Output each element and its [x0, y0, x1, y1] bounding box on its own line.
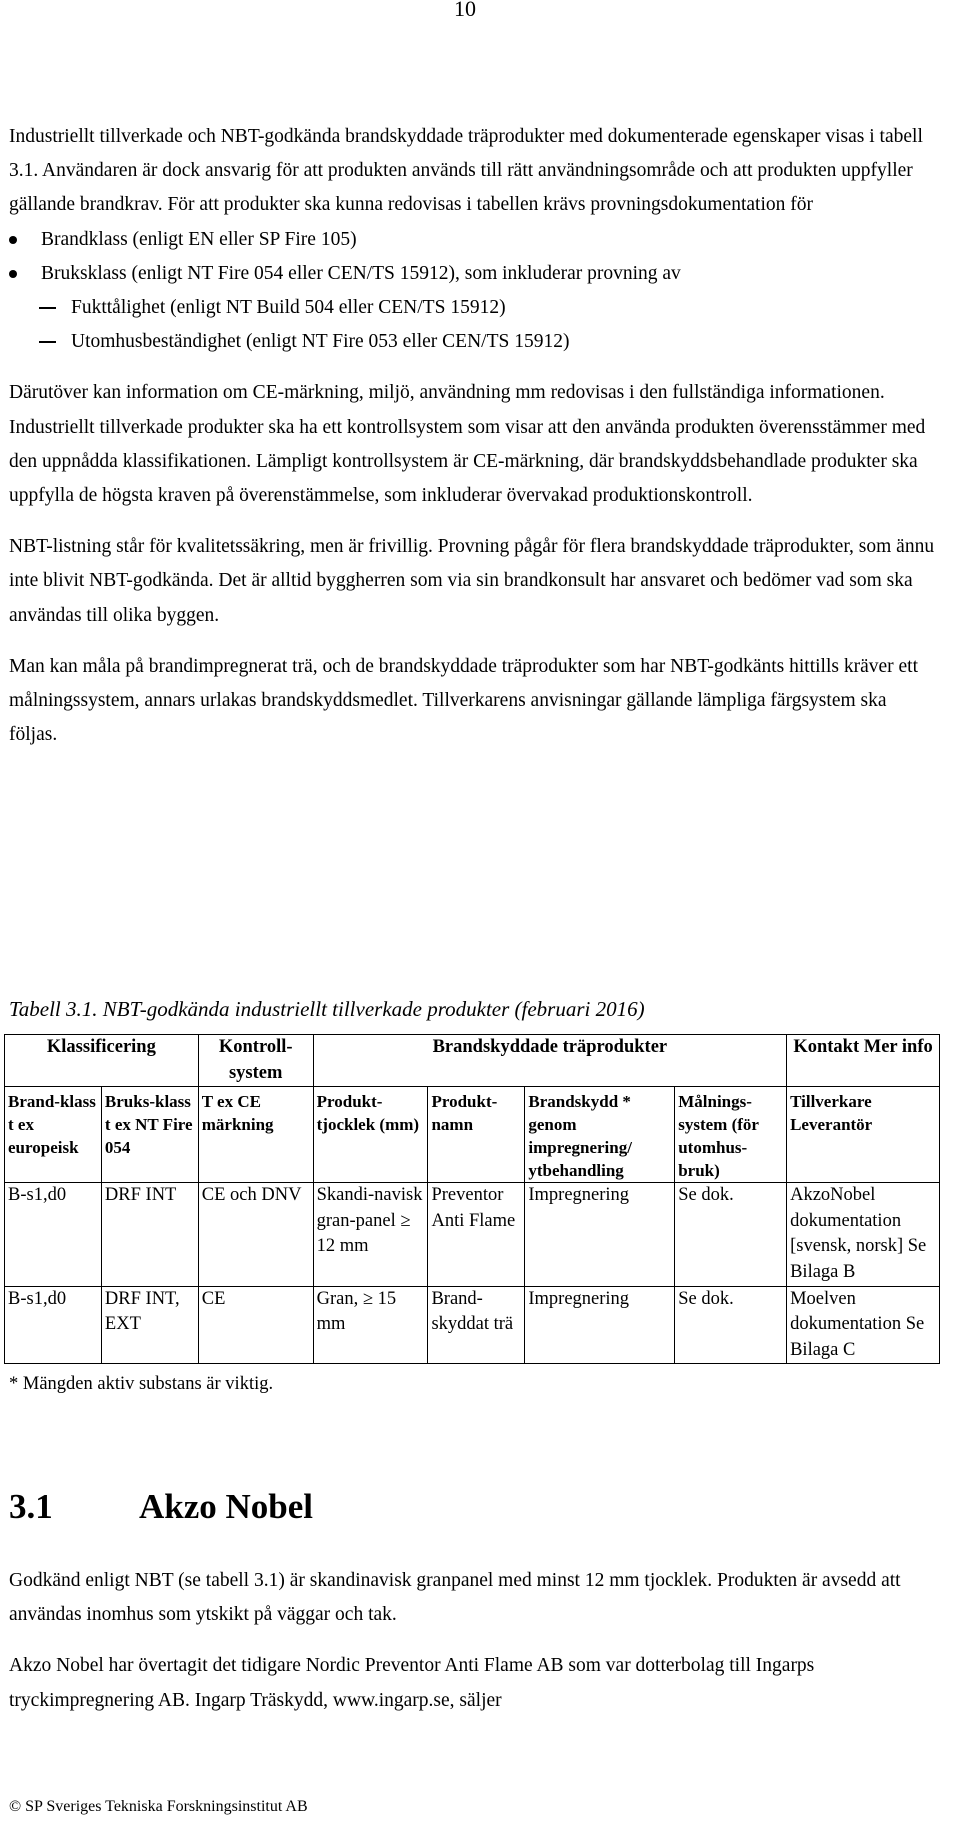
table-cell: Skandi-navisk gran-panel ≥ 12 mm — [313, 1183, 428, 1286]
sub-requirement-list — [9, 291, 939, 359]
table-cell: B-s1,d0 — [5, 1183, 102, 1286]
intro-paragraph: Industriellt tillverkade och NBT-godkända brandskyddade träprodukter med dokumenterade egenskaper visas i tabell 3.1. Användaren är dock ansvarig för att produkten används till rätt användningsområde och att produkten uppfyller gällande brandkrav. För att produkter ska kunna redovisas i tabellen krävs provningsdokumentation för — [9, 126, 923, 216]
header-klassificering: Klassificering — [5, 1035, 199, 1087]
table-cell: Brand-skyddat trä — [428, 1286, 525, 1364]
column-header: Brand-klass t ex europeisk — [5, 1087, 102, 1183]
requirement-list — [9, 223, 939, 291]
table-cell: Se dok. — [675, 1286, 787, 1364]
table-cell: CE och DNV — [198, 1183, 313, 1286]
table-cell: Preventor Anti Flame — [428, 1183, 525, 1286]
section-paragraph: Godkänd enligt NBT (se tabell 3.1) är skandinavisk granpanel med minst 12 mm tjocklek. Produkten är avsedd att användas inomhus som ytskikt på väggar och tak. — [9, 1570, 901, 1626]
column-header: Tillverkare Leverantör — [787, 1087, 940, 1183]
header-brandskyddade: Brandskyddade träprodukter — [313, 1035, 786, 1087]
paragraph-painting: Man kan måla på brandimpregnerat trä, och de brandskyddade träprodukter som har NBT-godkänts hittills kräver ett målningssystem, annars urlakas brandskyddsmedlet. Tillverkarens anvisningar gällande lämpliga färgsystem ska följas. — [9, 655, 919, 746]
table-cell: DRF INT, EXT — [101, 1286, 198, 1364]
section-number: 3.1 — [9, 1487, 53, 1526]
list-item: Fukttålighet (enligt NT Build 504 eller CEN/TS 15912) — [9, 291, 939, 325]
section-heading — [9, 1487, 313, 1527]
table-group-header — [5, 1035, 940, 1087]
column-header: Brandskydd * genom impregnering/ ytbehandling — [525, 1087, 675, 1183]
header-kontakt: Kontakt Mer info — [787, 1035, 940, 1087]
table-cell: Moelven dokumentation Se Bilaga C — [787, 1286, 940, 1364]
dash-icon — [39, 341, 56, 343]
column-header: Produkt-namn — [428, 1087, 525, 1183]
table-row — [5, 1183, 940, 1286]
table-cell: Impregnering — [525, 1183, 675, 1286]
section-body — [9, 1564, 939, 1718]
table-cell: Se dok. — [675, 1183, 787, 1286]
footer-copyright: © SP Sveriges Tekniska Forskningsinstitut AB — [9, 1798, 308, 1815]
header-kontrollsystem: Kontroll-system — [198, 1035, 313, 1087]
bullet-icon — [9, 236, 17, 244]
product-table — [4, 1034, 940, 1364]
paragraph-ce-marking: Därutöver kan information om CE-märkning, miljö, användning mm redovisas i den fullständiga informationen. Industriellt tillverkade produkter ska ha ett kontrollsystem som visar att den använda produkten överensstämmer med den uppnådda klassifikationen. Lämpligt kontrollsystem är CE-märkning, där brandskyddsbehandlade produkter ska uppfylla de högsta kraven på överenstämmelse, som inkluderar övervakad produktionskontroll. — [9, 382, 926, 507]
table-row — [5, 1286, 940, 1364]
column-header: Målnings-system (för utomhus-bruk) — [675, 1087, 787, 1183]
main-text — [9, 120, 939, 752]
list-item: Bruksklass (enligt NT Fire 054 eller CEN/TS 15912), som inkluderar provning av — [9, 257, 939, 291]
section-title: Akzo Nobel — [139, 1487, 314, 1526]
column-header: Produkt-tjocklek (mm) — [313, 1087, 428, 1183]
list-item: Utomhusbeständighet (enligt NT Fire 053 eller CEN/TS 15912) — [9, 325, 939, 359]
table-column-header — [5, 1087, 940, 1183]
column-header: Bruks-klass t ex NT Fire 054 — [101, 1087, 198, 1183]
table-caption: Tabell 3.1. NBT-godkända industriellt tillverkade produkter (februari 2016) — [9, 997, 645, 1021]
table-cell: Gran, ≥ 15 mm — [313, 1286, 428, 1364]
list-item: Brandklass (enligt EN eller SP Fire 105) — [9, 223, 939, 257]
table-cell: AkzoNobel dokumentation [svensk, norsk] Se Bilaga B — [787, 1183, 940, 1286]
table-cell: DRF INT — [101, 1183, 198, 1286]
section-paragraph: Akzo Nobel har övertagit det tidigare Nordic Preventor Anti Flame AB som var dotterbolag till Ingarps tryckimpregnering AB. Ingarp Träskydd, www.ingarp.se, säljer — [9, 1655, 815, 1711]
table-footnote: * Mängden aktiv substans är viktig. — [9, 1374, 274, 1394]
table-cell: CE — [198, 1286, 313, 1364]
page-number: 10 — [454, 0, 476, 21]
table-cell: Impregnering — [525, 1286, 675, 1364]
column-header: T ex CE märkning — [198, 1087, 313, 1183]
dash-icon — [39, 307, 56, 309]
table-cell: B-s1,d0 — [5, 1286, 102, 1364]
paragraph-nbt-listing: NBT-listning står för kvalitetssäkring, men är frivillig. Provning pågår för flera brandskyddade träprodukter, som ännu inte blivit NBT-godkända. Det är alltid byggherren som via sin brandkonsult har ansvaret och bedömer vad som ska användas till olika byggen. — [9, 536, 935, 626]
bullet-icon — [9, 270, 17, 278]
